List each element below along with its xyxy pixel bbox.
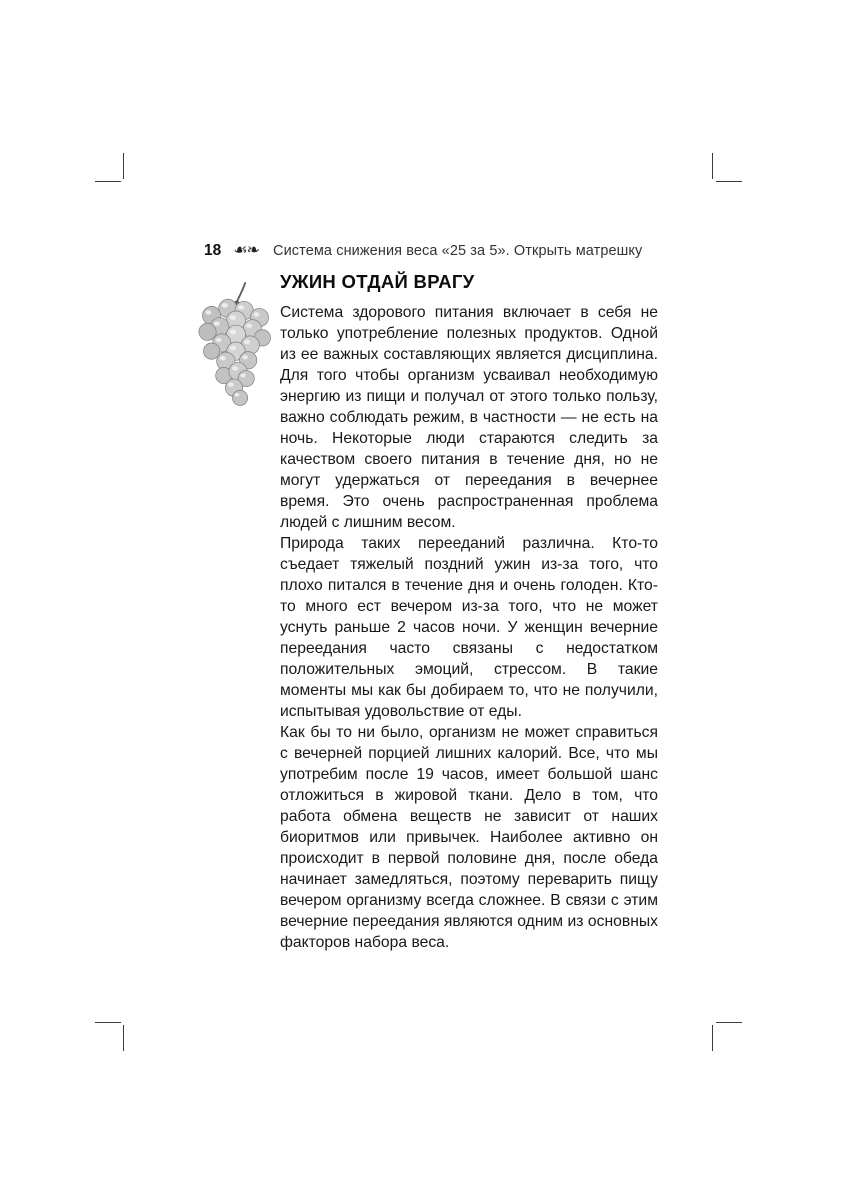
crop-mark bbox=[716, 181, 742, 182]
grapes-illustration bbox=[197, 282, 275, 406]
body-paragraph: Система здорового питания включает в себя не только употребление полезных продуктов. Одной из ее важных составляющих является дисциплина. Для того чтобы организм усваивал необходимую энергию из пищи и получал от этого только пользу, важно соблюдать режим, в частности — не есть на ночь. Некоторые люди стараются следить за качеством своего питания в течение дня, но не могут удержаться от переедания в вечернее время. Это очень распространенная проблема людей с лишним весом. bbox=[280, 304, 658, 531]
section-title: УЖИН ОТДАЙ ВРАГУ bbox=[280, 271, 475, 292]
text-column bbox=[280, 271, 658, 953]
body-paragraph: Природа таких перееданий различна. Кто-то съедает тяжелый поздний ужин из-за того, что плохо питался в течение дня и очень голоден. Кто-то много ест вечером из-за того, что не может уснуть раньше 2 часов ночи. У женщин вечерние переедания часто связаны с недостатком положительных эмоций, стрессом. В такие моменты мы как бы добираем то, что не получили, испытывая удовольствие от еды. bbox=[280, 535, 658, 720]
crop-mark bbox=[95, 181, 121, 182]
crop-mark bbox=[123, 1025, 124, 1051]
crop-mark bbox=[123, 153, 124, 179]
crop-mark bbox=[716, 1022, 742, 1023]
crop-mark bbox=[712, 1025, 713, 1051]
running-title: Система снижения веса «25 за 5». Открыть матрешку bbox=[273, 243, 643, 259]
grapes-icon bbox=[197, 282, 275, 406]
page-header bbox=[204, 240, 664, 260]
crop-mark bbox=[712, 153, 713, 179]
fleuron-ornament-icon: ☙❧ bbox=[233, 242, 259, 259]
page-number: 18 bbox=[204, 242, 222, 259]
crop-mark bbox=[95, 1022, 121, 1023]
body-paragraph: Как бы то ни было, организм не может справиться с вечерней порцией лишних калорий. Все, что мы употребим после 19 часов, имеет большой шанс отложиться в жировой ткани. Дело в том, что работа обмена веществ не зависит от наших биоритмов или привычек. Наиболее активно он происходит в первой половине дня, после обеда начинает замедляться, поэтому переварить пищу вечером организму всегда сложнее. В связи с этим вечерние переедания являются одним из основных факторов набора веса. bbox=[280, 724, 658, 951]
